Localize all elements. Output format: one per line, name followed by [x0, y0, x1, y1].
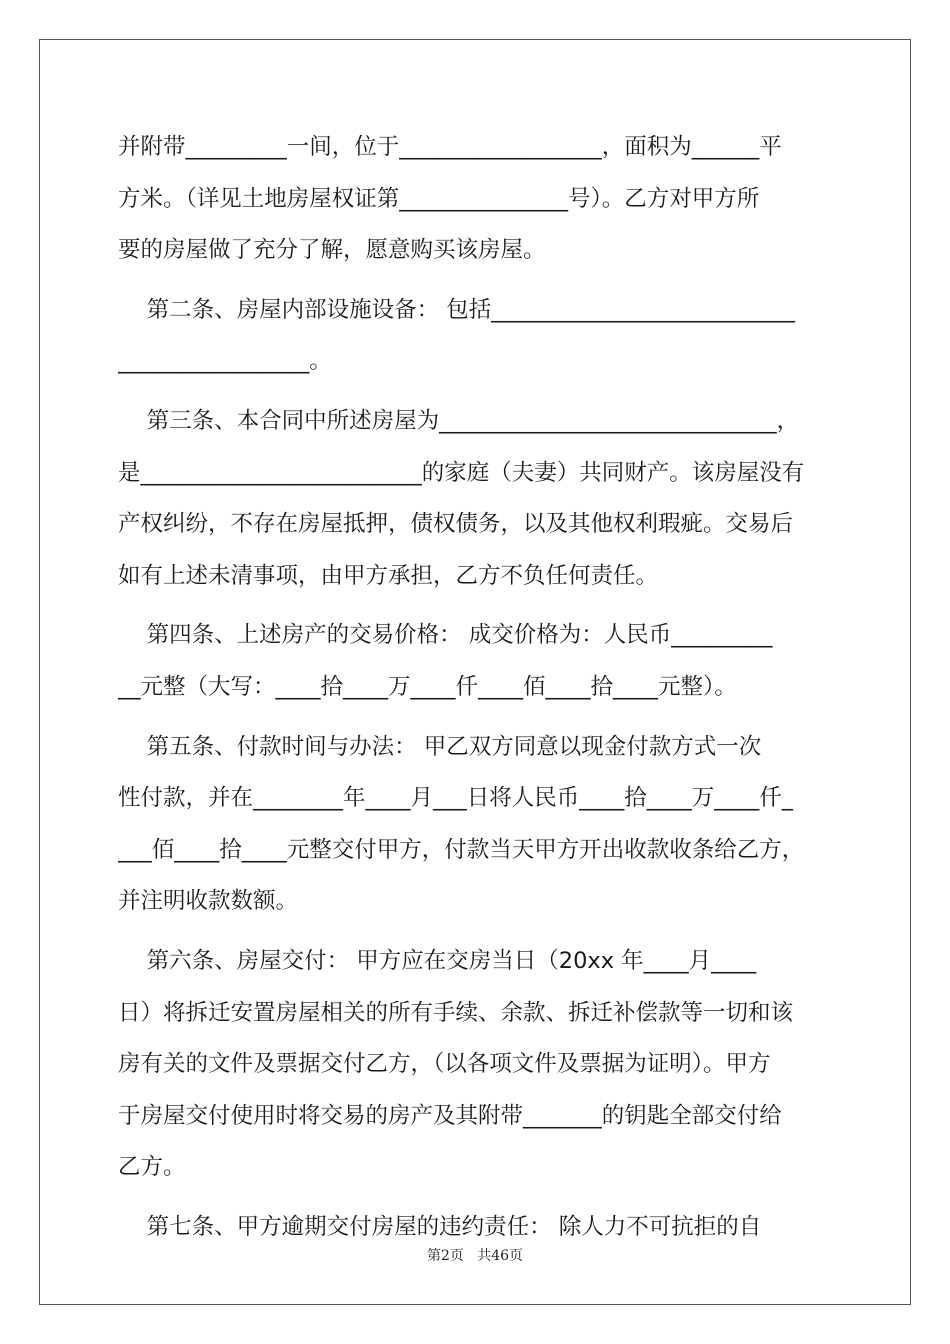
page-number-footer: 第2页 共46页	[426, 1248, 524, 1264]
text-line: 并附带_________一间，位于__________________，面积为______平	[118, 134, 782, 160]
text-line: 性付款，并在________年____月___日将人民币____拾____万____仟_	[118, 785, 794, 812]
text-line: 第二条、房屋内部设施设备： 包括___________________________	[118, 296, 796, 323]
text-line: 产权纠纷，不存在房屋抵押，债权债务，以及其他权利瑕疵。交易后	[118, 511, 794, 538]
text-line: 并注明收款数额。	[118, 888, 299, 915]
text-line: 第五条、付款时间与办法： 甲乙双方同意以现金付款方式一次	[118, 733, 762, 760]
document-body	[118, 122, 838, 1253]
text-line: 要的房屋做了充分了解，愿意购买该房屋。	[118, 237, 546, 264]
text-line: 日）将拆迁安置房屋相关的所有手续、余款、拆迁补偿款等一切和该	[118, 999, 794, 1026]
text-line: ___佰____拾____元整交付甲方，付款当天甲方开出收款收条给乙方，	[118, 836, 805, 863]
text-line: 于房屋交付使用时将交易的房产及其附带_______的钥匙全部交付给	[118, 1102, 782, 1129]
text-line: _________________。	[118, 348, 332, 375]
text-line: 第七条、甲方逾期交付房屋的违约责任： 除人力不可抗拒的自	[118, 1213, 762, 1240]
text-line: 乙方。	[118, 1154, 186, 1181]
text-line: __元整（大写：____拾____万____仟____佰____拾____元整）。	[118, 673, 737, 700]
text-line: 第四条、上述房产的交易价格： 成交价格为：人民币_________	[118, 622, 773, 649]
text-line: 方米。（详见土地房屋权证第_______________号）。乙方对甲方所	[118, 185, 760, 212]
text-line: 是_________________________的家庭（夫妻）共同财产。该房屋没有	[118, 459, 805, 486]
text-line: 如有上述未清事项，由甲方承担，乙方不负任何责任。	[118, 562, 659, 589]
text-line: 第三条、本合同中所述房屋为______________________________，	[118, 407, 800, 434]
text-line: 房有关的文件及票据交付乙方，（以各项文件及票据为证明）。甲方	[118, 1051, 771, 1078]
text-line: 第六条、房屋交付： 甲方应在交房当日（20xx 年____月____	[118, 947, 757, 974]
